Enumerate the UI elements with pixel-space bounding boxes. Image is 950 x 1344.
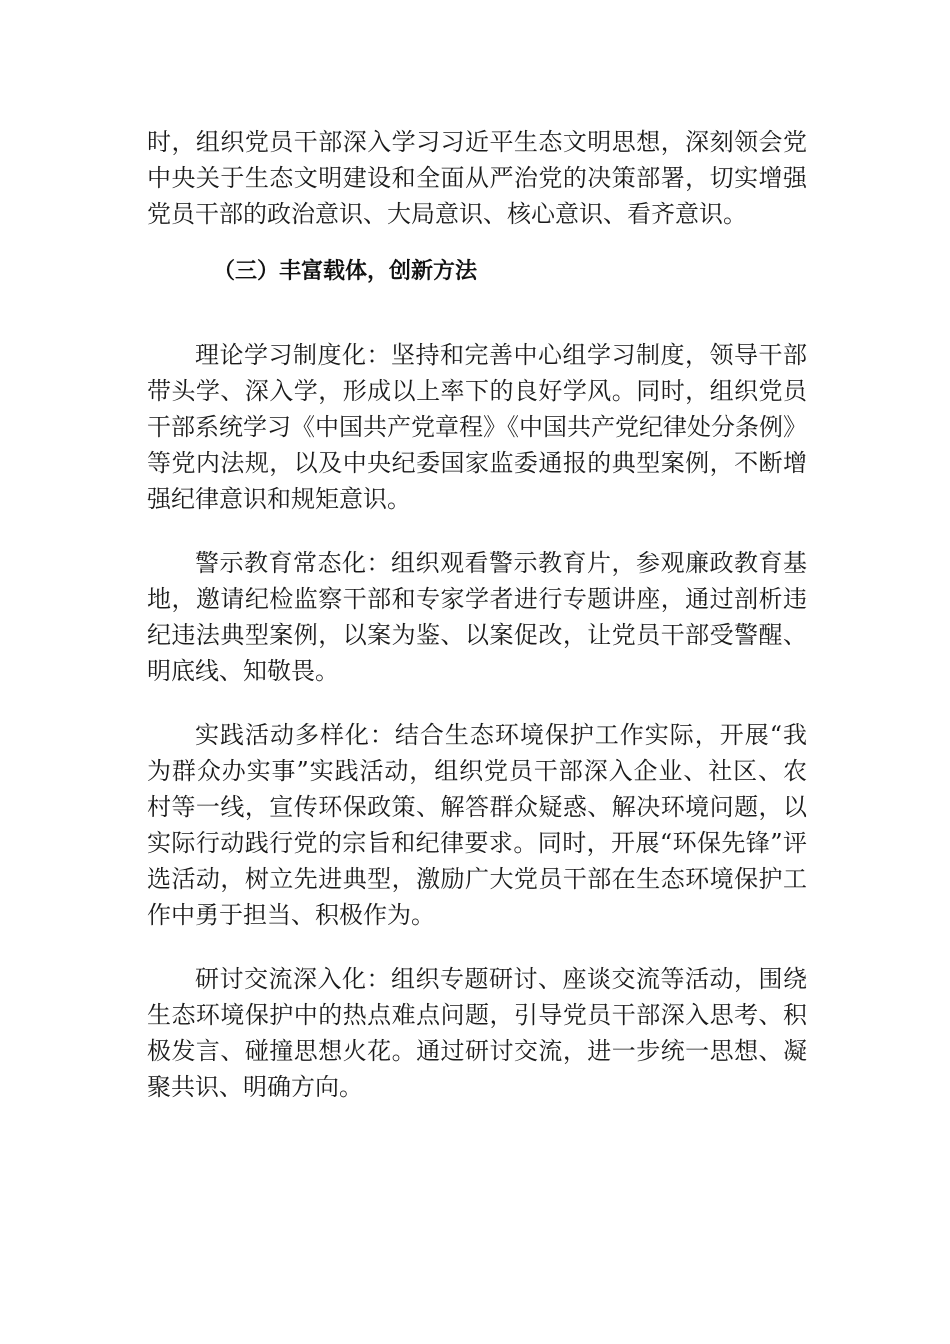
continuation-paragraph: 时，组织党员干部深入学习习近平生态文明思想，深刻领会党中央关于生态文明建设和全面从严治党的决策部署，切实增强党员干部的政治意识、大局意识、核心意识、看齐意识。 (147, 128, 807, 228)
paragraph-warning-education: 警示教育常态化：组织观看警示教育片，参观廉政教育基地，邀请纪检监察干部和专家学者进行专题讲座，通过剖析违纪违法典型案例，以案为鉴、以案促改，让党员干部受警醒、明底线、知敬畏。 (147, 549, 807, 685)
paragraph-practice-activities: 实践活动多样化：结合生态环境保护工作实际，开展“我为群众办实事”实践活动，组织党员干部深入企业、社区、农村等一线，宣传环保政策、解答群众疑惑、解决环境问题，以实际行动践行党的宗旨和纪律要求。同时，开展“环保先锋”评选活动，树立先进典型，激励广大党员干部在生态环境保护工作中勇于担当、积极作为。 (147, 721, 807, 929)
section-heading: （三）丰富载体，创新方法 (213, 259, 478, 284)
paragraph-theory-study: 理论学习制度化：坚持和完善中心组学习制度，领导干部带头学、深入学，形成以上率下的良好学风。同时，组织党员干部系统学习《中国共产党章程》《中国共产党纪律处分条例》等党内法规，以及中央纪委国家监委通报的典型案例，不断增强纪律意识和规矩意识。 (147, 341, 807, 513)
paragraph-seminar-exchange: 研讨交流深入化：组织专题研讨、座谈交流等活动，围绕生态环境保护中的热点难点问题，引导党员干部深入思考、积极发言、碰撞思想火花。通过研讨交流，进一步统一思想、凝聚共识、明确方向。 (147, 965, 807, 1101)
